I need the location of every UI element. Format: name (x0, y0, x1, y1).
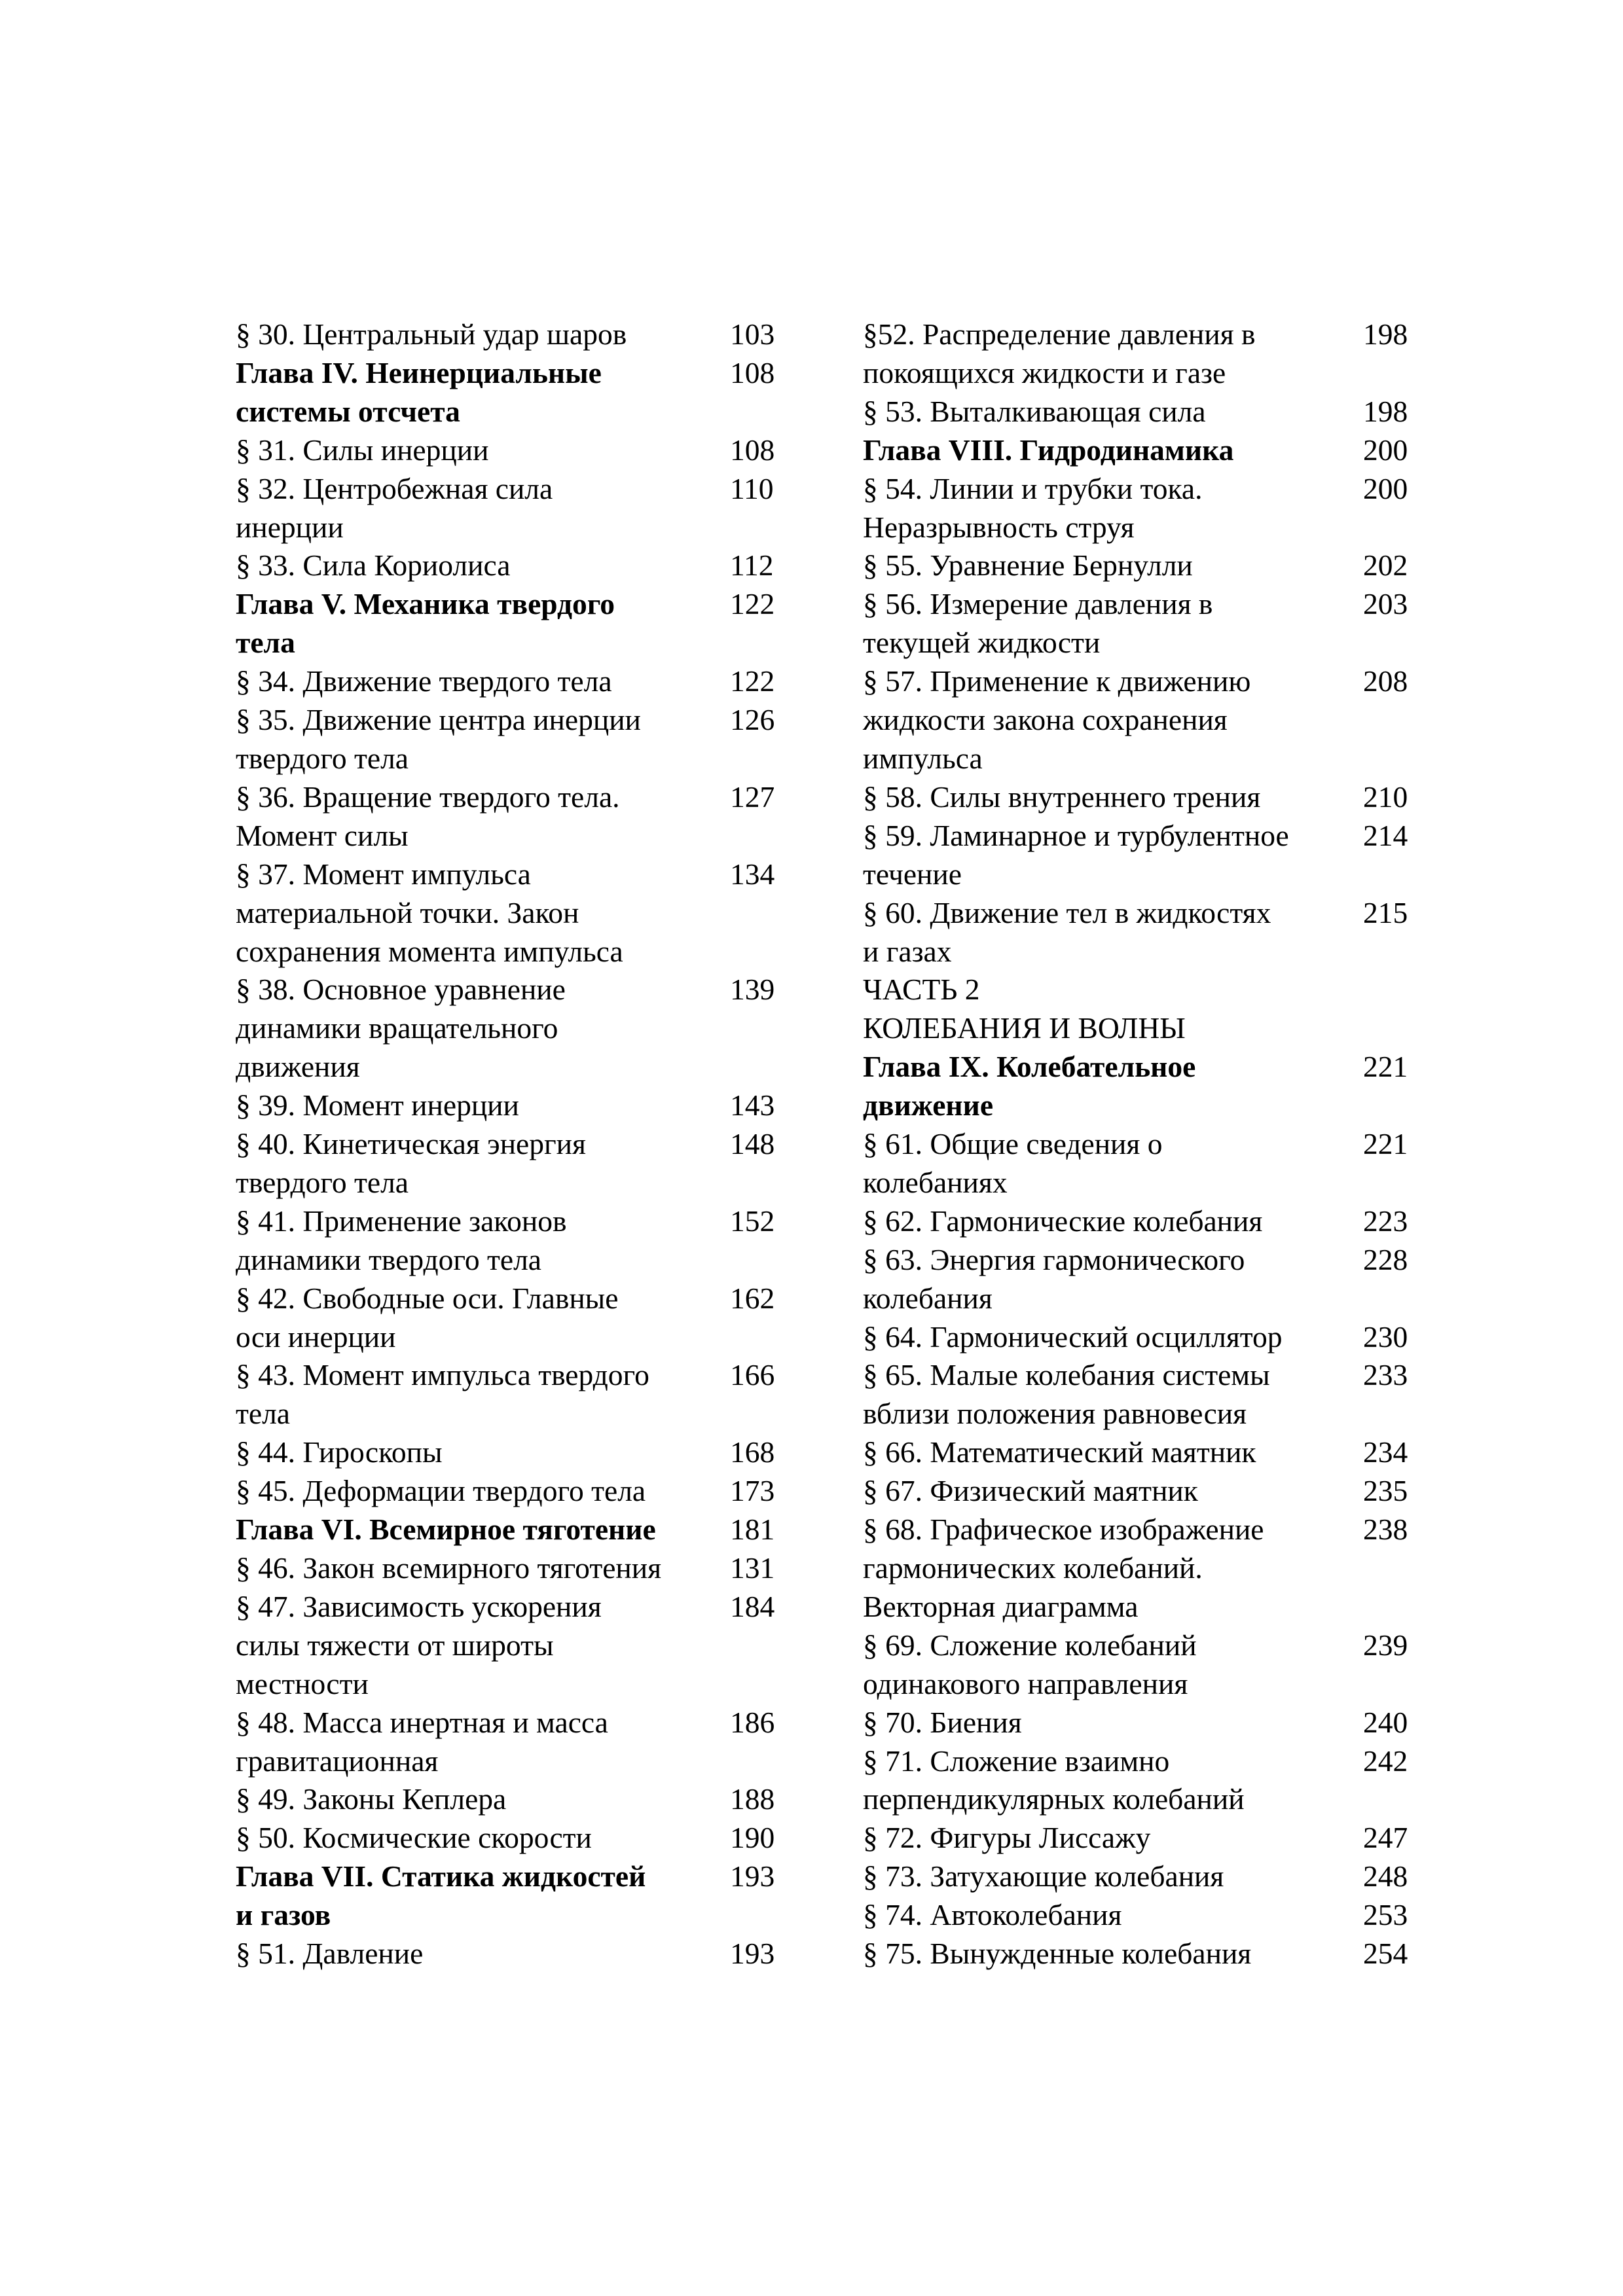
toc-entry (863, 971, 1415, 1048)
toc-entry (863, 1433, 1415, 1472)
toc-section-title: § 69. Сложение колебаний одинакового направления (863, 1628, 1197, 1700)
toc-section-title: § 71. Сложение взаимно перпендикулярных колебаний (863, 1744, 1245, 1816)
toc-section-title: § 31. Силы инерции (236, 433, 489, 467)
toc-section-title: § 59. Ламинарное и турбулентное течение (863, 818, 1289, 891)
toc-page-number: 112 (730, 548, 774, 583)
toc-page-number: 103 (730, 317, 775, 351)
toc-page-number: 235 (1363, 1474, 1408, 1508)
toc-section-title: § 37. Момент импульса материальной точки. Закон сохранения момента импульса (236, 857, 623, 968)
toc-page-number: 247 (1363, 1821, 1408, 1855)
toc-entry (236, 1704, 786, 1781)
toc-page-number: 242 (1363, 1744, 1408, 1778)
toc-section-title: § 57. Применение к движению жидкости закона сохранения импульса (863, 664, 1251, 775)
toc-page-number: 190 (730, 1821, 775, 1855)
toc-page-number: 240 (1363, 1705, 1408, 1739)
toc-page-number: 173 (730, 1474, 775, 1508)
toc-page-number: 143 (730, 1088, 775, 1122)
toc-chapter-title: Глава VII. Статика жидкостей и газов (236, 1859, 646, 1932)
toc-entry (236, 431, 786, 470)
toc-entry (863, 547, 1415, 585)
toc-entry (863, 894, 1415, 971)
toc-entry (863, 1511, 1415, 1626)
toc-section-title: § 33. Сила Кориолиса (236, 548, 511, 583)
toc-entry (863, 1935, 1415, 1973)
toc-section-title: § 41. Применение законов динамики твердого тела (236, 1204, 567, 1276)
toc-page-number: 184 (730, 1589, 775, 1623)
toc-entry (236, 1511, 786, 1549)
toc-page-number: 221 (1363, 1127, 1408, 1161)
toc-section-title: § 30. Центральный удар шаров (236, 317, 627, 351)
toc-section-title: § 58. Силы внутреннего трения (863, 780, 1261, 814)
toc-entry (236, 1819, 786, 1857)
toc-section-title: §52. Распределение давления в покоящихся жидкости и газе (863, 317, 1256, 389)
toc-page-number: 168 (730, 1435, 775, 1469)
toc-section-title: ЧАСТЬ 2 КОЛЕБАНИЯ И ВОЛНЫ (863, 973, 1186, 1045)
toc-entry (863, 1857, 1415, 1896)
toc-page-number: 166 (730, 1358, 775, 1392)
toc-section-title: § 49. Законы Кеплера (236, 1782, 507, 1816)
toc-entry (863, 1125, 1415, 1202)
toc-section-title: § 36. Вращение твердого тела. Момент силы (236, 780, 620, 852)
toc-page-number: 214 (1363, 818, 1408, 852)
toc-section-title: § 39. Момент инерции (236, 1088, 519, 1122)
toc-chapter-title: Глава VI. Всемирное тяготение (236, 1513, 656, 1547)
toc-page-number: 253 (1363, 1898, 1408, 1932)
toc-entry (863, 393, 1415, 431)
toc-chapter-title: Глава VIII. Гидродинамика (863, 433, 1234, 467)
toc-section-title: § 68. Графическое изображение гармонических колебаний. Векторная диаграмма (863, 1513, 1264, 1623)
toc-page-number: 186 (730, 1705, 775, 1739)
toc-page-number: 221 (1363, 1050, 1408, 1084)
toc-section-title: § 54. Линии и трубки тока. Неразрывность струя (863, 471, 1203, 544)
toc-section-title: § 67. Физический маятник (863, 1474, 1198, 1508)
toc-page-number: 239 (1363, 1628, 1408, 1662)
toc-section-title: § 32. Центробежная сила инерции (236, 471, 553, 544)
toc-page-number: 234 (1363, 1435, 1408, 1469)
toc-entry (863, 1318, 1415, 1357)
toc-entry (236, 855, 786, 971)
toc-page-number: 122 (730, 664, 775, 698)
toc-entry (236, 1549, 786, 1588)
toc-entry (236, 1433, 786, 1472)
toc-entry (863, 470, 1415, 547)
toc-right-column (863, 315, 1415, 1973)
toc-page-number: 127 (730, 780, 775, 814)
toc-entry (236, 1857, 786, 1935)
toc-page-number: 134 (730, 857, 775, 891)
toc-page-number: 110 (730, 471, 774, 505)
toc-page-number: 228 (1363, 1242, 1408, 1276)
toc-page-number: 193 (730, 1859, 775, 1893)
toc-chapter-title: Глава IX. Колебательное движение (863, 1050, 1196, 1122)
toc-section-title: § 51. Давление (236, 1937, 424, 1971)
toc-section-title: § 65. Малые колебания системы вблизи положения равновесия (863, 1358, 1270, 1431)
toc-section-title: § 48. Масса инертная и масса гравитационная (236, 1705, 608, 1778)
toc-section-title: § 60. Движение тел в жидкостях и газах (863, 895, 1271, 968)
toc-entry (236, 701, 786, 778)
toc-entry (863, 1626, 1415, 1704)
toc-entry (863, 662, 1415, 778)
toc-page-number: 198 (1363, 317, 1408, 351)
toc-page-number: 254 (1363, 1937, 1408, 1971)
toc-entry (863, 1742, 1415, 1820)
toc-entry (236, 470, 786, 547)
toc-entry (236, 547, 786, 585)
toc-page-number: 210 (1363, 780, 1408, 814)
toc-page-number: 162 (730, 1281, 775, 1315)
toc-entry (863, 431, 1415, 470)
toc-section-title: § 34. Движение твердого тела (236, 664, 612, 698)
toc-page-number: 108 (730, 355, 775, 389)
toc-section-title: § 47. Зависимость ускорения силы тяжести от широты местности (236, 1589, 602, 1700)
toc-chapter-title: Глава V. Механика твердого тела (236, 587, 615, 660)
toc-entry (863, 1819, 1415, 1857)
toc-section-title: § 70. Биения (863, 1705, 1022, 1739)
toc-entry (863, 1472, 1415, 1511)
toc-page-number: 126 (730, 703, 775, 737)
toc-section-title: § 64. Гармонический осциллятор (863, 1319, 1283, 1354)
toc-page-number: 202 (1363, 548, 1408, 583)
toc-page-number: 188 (730, 1782, 775, 1816)
toc-section-title: § 55. Уравнение Бернулли (863, 548, 1193, 583)
toc-entry (863, 1704, 1415, 1742)
toc-page-number: 233 (1363, 1358, 1408, 1392)
toc-section-title: § 75. Вынужденные колебания (863, 1937, 1252, 1971)
toc-page-number: 215 (1363, 895, 1408, 929)
toc-section-title: § 63. Энергия гармонического колебания (863, 1242, 1245, 1315)
toc-entry (236, 585, 786, 662)
toc-section-title: § 61. Общие сведения о колебаниях (863, 1127, 1163, 1199)
toc-entry (236, 662, 786, 701)
toc-section-title: § 38. Основное уравнение динамики вращательного движения (236, 973, 566, 1084)
toc-page-number: 193 (730, 1937, 775, 1971)
toc-entry (236, 1125, 786, 1202)
toc-page-number: 108 (730, 433, 775, 467)
toc-page-number: 131 (730, 1551, 775, 1585)
toc-entry (236, 1280, 786, 1357)
toc-section-title: § 73. Затухающие колебания (863, 1859, 1224, 1893)
toc-page-number: 122 (730, 587, 775, 621)
toc-entry (236, 1935, 786, 1973)
toc-section-title: § 40. Кинетическая энергия твердого тела (236, 1127, 586, 1199)
toc-section-title: § 53. Выталкивающая сила (863, 394, 1206, 428)
toc-section-title: § 44. Гироскопы (236, 1435, 443, 1469)
toc-section-title: § 35. Движение центра инерции твердого тела (236, 703, 641, 775)
toc-section-title: § 74. Автоколебания (863, 1898, 1122, 1932)
toc-entry (863, 1896, 1415, 1935)
toc-entry (863, 1048, 1415, 1125)
toc-entry (236, 315, 786, 354)
toc-page-number: 139 (730, 973, 775, 1007)
toc-left-column (236, 315, 786, 1973)
toc-entry (236, 778, 786, 855)
toc-section-title: § 72. Фигуры Лиссажу (863, 1821, 1151, 1855)
toc-entry (863, 1356, 1415, 1433)
toc-entry (236, 1086, 786, 1125)
toc-page-number: 200 (1363, 471, 1408, 505)
toc-section-title: § 45. Деформации твердого тела (236, 1474, 646, 1508)
toc-page-number: 208 (1363, 664, 1408, 698)
toc-entry (236, 1780, 786, 1819)
toc-page-number: 230 (1363, 1319, 1408, 1354)
toc-page-number: 223 (1363, 1204, 1408, 1238)
toc-section-title: § 42. Свободные оси. Главные оси инерции (236, 1281, 619, 1354)
toc-page-number: 152 (730, 1204, 775, 1238)
toc-entry (863, 817, 1415, 894)
toc-entry (863, 1202, 1415, 1241)
toc-section-title: § 56. Измерение давления в текущей жидкости (863, 587, 1213, 660)
toc-entry (236, 971, 786, 1086)
toc-entry (236, 1356, 786, 1433)
toc-chapter-title: Глава IV. Неинерциальные системы отсчета (236, 355, 602, 428)
toc-page-number: 198 (1363, 394, 1408, 428)
toc-entry (236, 1202, 786, 1280)
toc-page-number: 200 (1363, 433, 1408, 467)
toc-section-title: § 43. Момент импульса твердого тела (236, 1358, 649, 1431)
toc-entry (236, 1472, 786, 1511)
toc-section-title: § 66. Математический маятник (863, 1435, 1256, 1469)
toc-entry (236, 1588, 786, 1704)
toc-entry (236, 354, 786, 431)
toc-entry (863, 778, 1415, 817)
toc-section-title: § 50. Космические скорости (236, 1821, 592, 1855)
toc-page-number: 248 (1363, 1859, 1408, 1893)
toc-section-title: § 46. Закон всемирного тяготения (236, 1551, 662, 1585)
toc-entry (863, 585, 1415, 662)
toc-page-number: 203 (1363, 587, 1408, 621)
toc-page-number: 148 (730, 1127, 775, 1161)
toc-section-title: § 62. Гармонические колебания (863, 1204, 1263, 1238)
toc-entry (863, 315, 1415, 393)
toc-page-number: 238 (1363, 1513, 1408, 1547)
toc-page-number: 181 (730, 1513, 775, 1547)
toc-entry (863, 1241, 1415, 1318)
